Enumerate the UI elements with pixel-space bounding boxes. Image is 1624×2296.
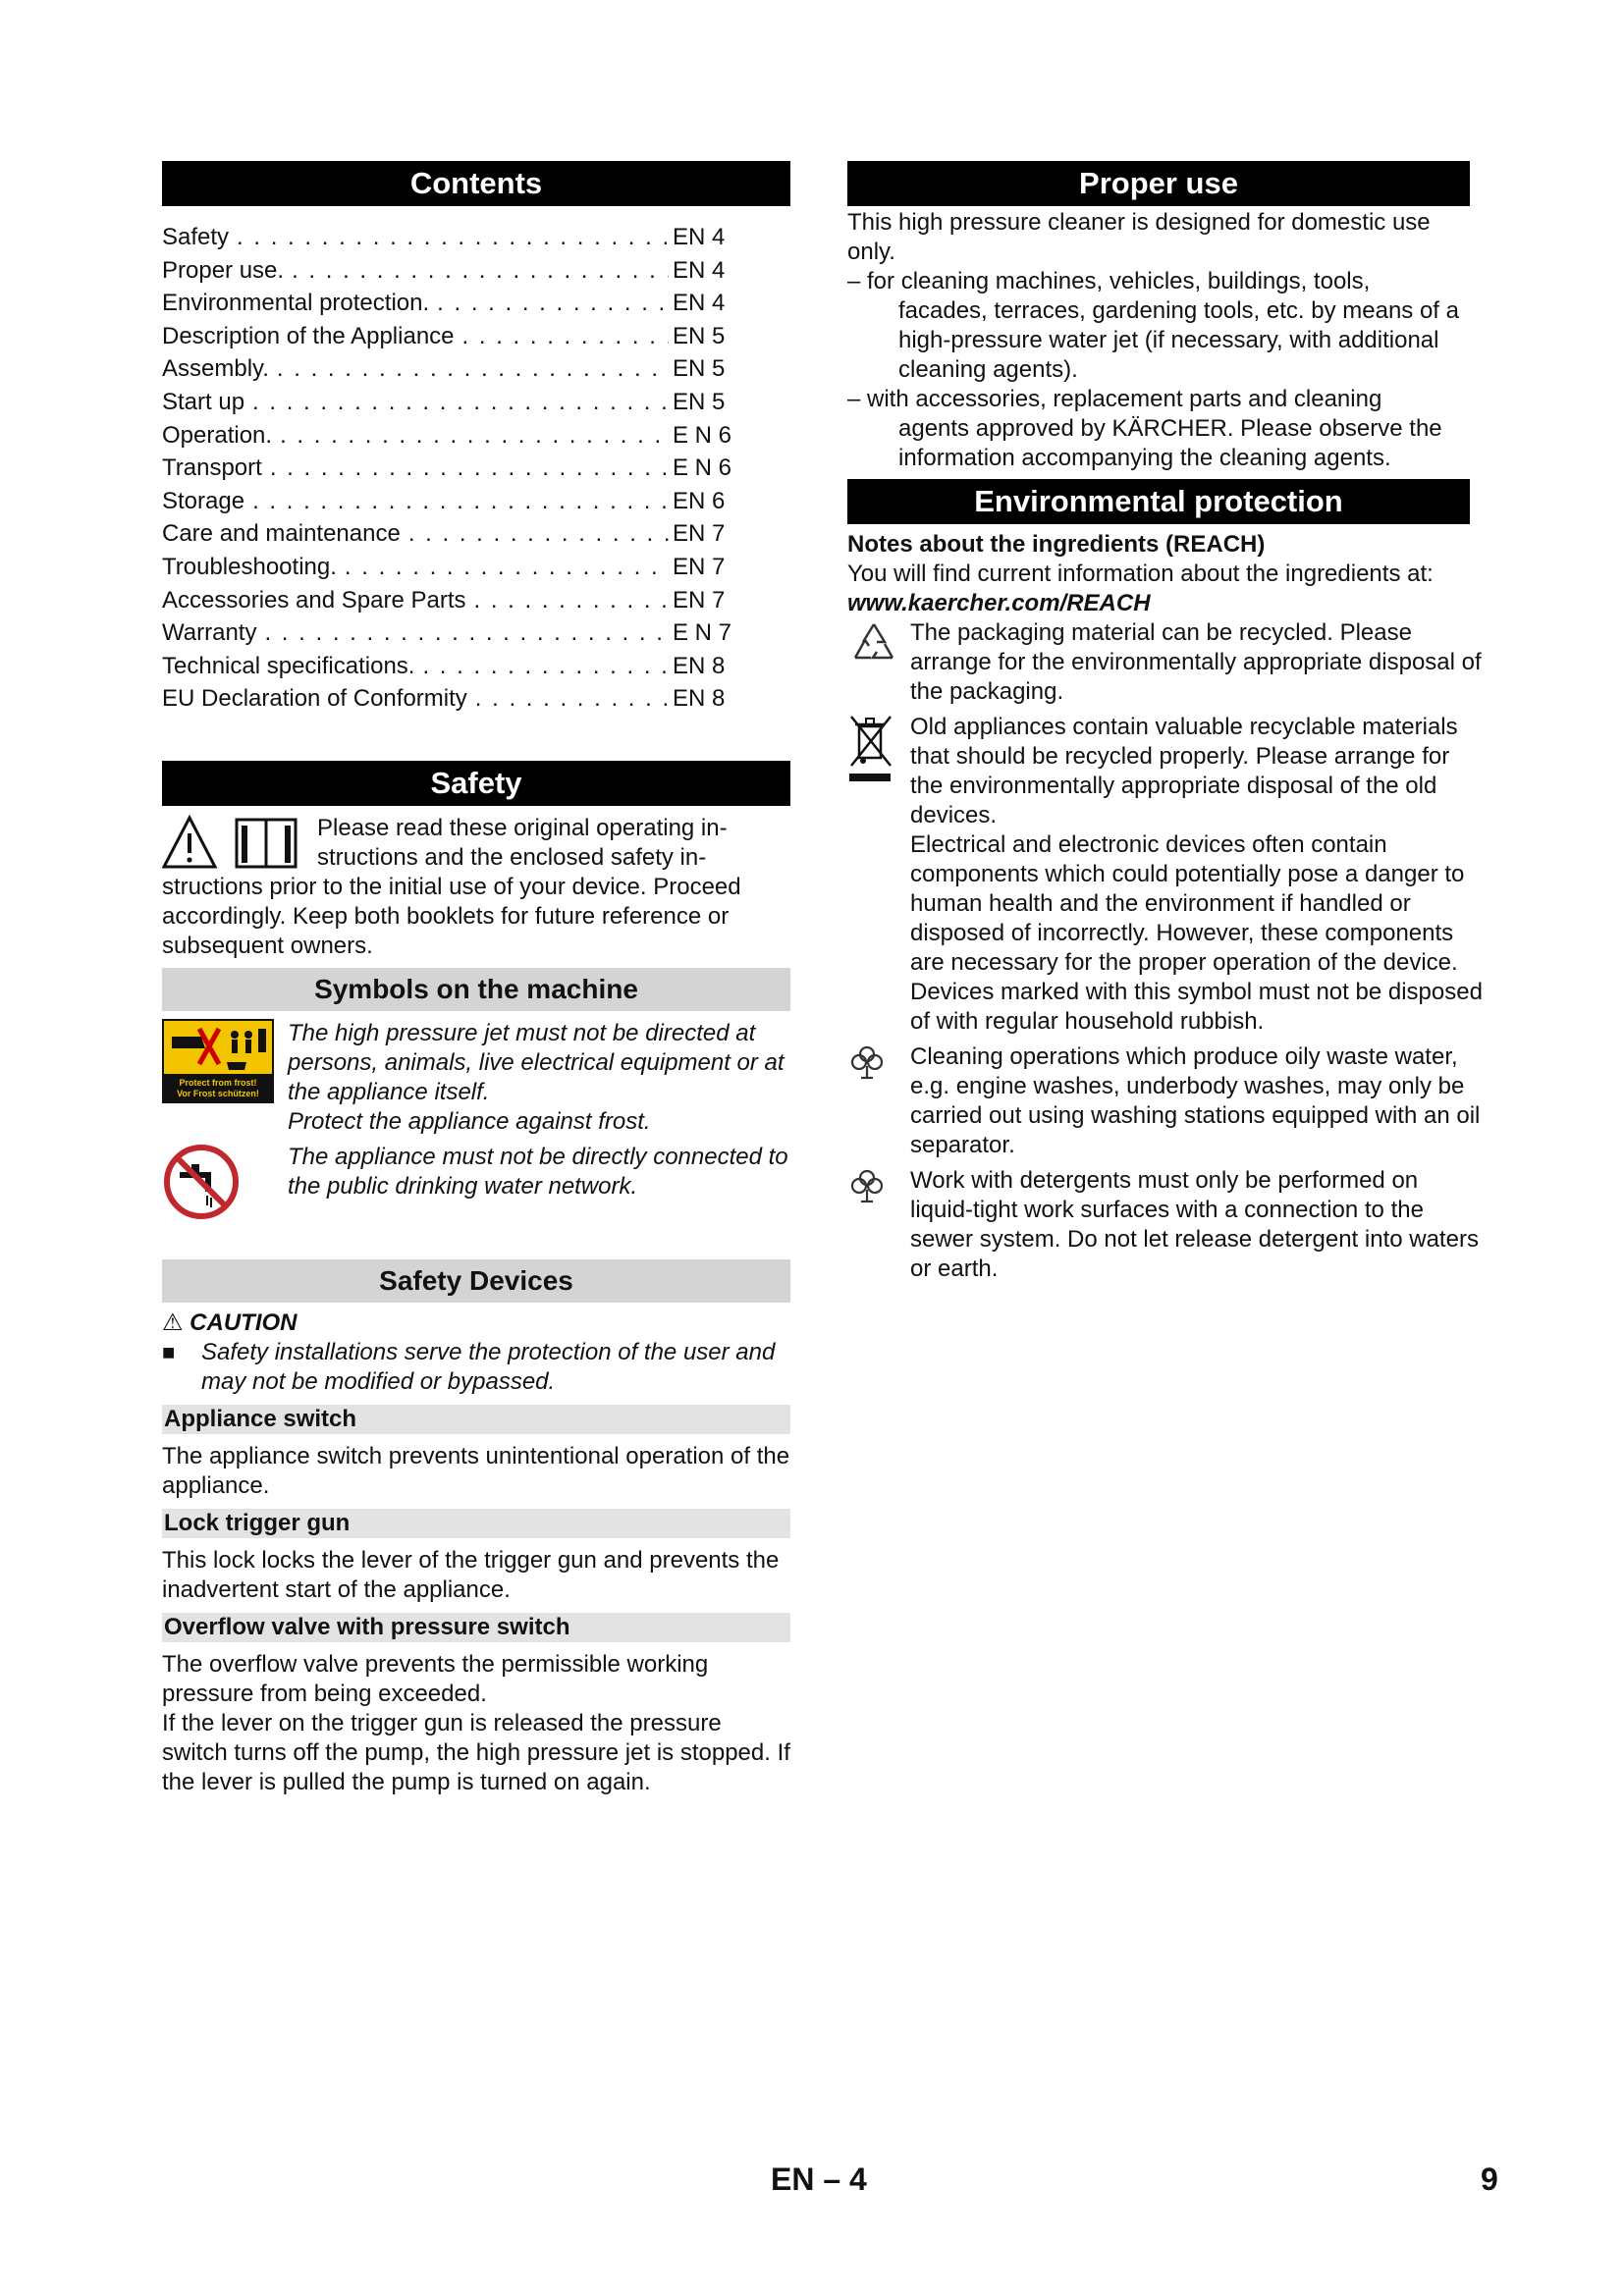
toc-leader-dots [422,650,669,683]
recycle-note [847,618,1484,707]
toc-entry-label: Description of the Appliance [162,322,455,349]
caution-text: Safety installations serve the protection of the user and may not be modified or bypassed. [201,1338,776,1395]
proper-use-item2-first: – with accessories, replacement parts and cleaning [847,386,1382,412]
reach-url: www.kaercher.com/REACH [847,590,1151,616]
toc-entry [162,616,731,650]
footer-page-number: 9 [1481,2162,1498,2197]
toc-entry [162,517,731,551]
overflow-valve-text1: The overflow valve prevents the permissible working pressure from being exceeded. [162,1650,709,1707]
toc-entry-page: EN 7 [673,586,726,614]
sign-text-frost-de: Vor Frost schützen! [177,1088,259,1098]
symbol1-frost-text: Protect the appliance against frost. [288,1107,651,1135]
symbol2-text: The appliance must not be directly connected to the public drinking water network. [288,1143,788,1200]
toc-entry [162,287,731,320]
toc-entry [162,682,731,716]
toc-entry [162,650,731,683]
manual-book-icon [237,820,296,867]
environment-tree-icon [847,1042,887,1082]
caution-item [162,1338,790,1397]
detergent-text: Work with detergents must only be performed on liquid-tight work surfaces with a connection to the sewer system. Do not let release detergent into waters or earth. [910,1167,1479,1282]
symbol-row-2 [162,1143,790,1226]
toc-entry-page: EN 5 [673,322,726,349]
toc-entry-label: Operation. [162,421,273,449]
table-of-contents [162,221,790,716]
lock-trigger-text: This lock locks the lever of the trigger gun and prevents the inadvertent start of the appliance. [162,1546,780,1603]
weee-text1: Old appliances contain valuable recyclable materials that should be recycled properly. Please arrange for the environmentally appropriate disposal of the old devices. [910,714,1458,828]
toc-leader-dots [475,682,669,716]
toc-entry-label: Warranty [162,619,257,647]
toc-entry [162,221,731,254]
toc-leader-dots [408,517,669,551]
toc-entry [162,452,731,485]
proper-use-intro: This high pressure cleaner is designed for domestic use only. [847,209,1431,265]
toc-entry-label: Storage [162,487,245,514]
toc-entry-label: Assembly. [162,355,269,383]
high-pressure-warning-sign-icon [162,1019,274,1103]
weee-note [847,713,1484,1037]
environment-tree-icon [847,1166,887,1205]
no-drinking-water-connection-icon [162,1143,241,1221]
safety-intro [162,814,790,873]
toc-entry-label: Care and maintenance [162,520,401,548]
environmental-protection-heading: Environmental protection [847,479,1470,524]
overflow-valve-heading: Overflow valve with pressure switch [162,1613,790,1642]
symbol1-text: The high pressure jet must not be directed at persons, animals, live electrical equipment or at the appliance itself. [288,1019,785,1105]
safety-devices-heading: Safety Devices [162,1259,790,1303]
oil-note [847,1042,1484,1160]
toc-leader-dots [237,221,669,254]
left-column [162,161,790,1797]
proper-use-item1-rest: facades, terraces, gardening tools, etc. by means of a high-pressure water jet (if necessary, with additional cleaning agents). [898,297,1459,383]
toc-entry-page: EN 7 [673,520,726,548]
toc-entry-page: EN 6 [673,487,726,514]
footer-section-page: EN – 4 [771,2162,867,2197]
toc-entry [162,485,731,518]
toc-entry-page: EN 4 [673,224,726,250]
toc-entry-label: Start up [162,388,245,415]
appliance-switch-heading: Appliance switch [162,1405,790,1434]
toc-entry-page: EN 4 [673,290,726,317]
reach-heading: Notes about the ingredients (REACH) [847,531,1266,558]
proper-use-heading: Proper use [847,161,1470,206]
toc-leader-dots [345,551,669,584]
toc-leader-dots [462,320,669,353]
caution-label: ⚠ CAUTION [162,1308,298,1336]
toc-leader-dots [277,352,669,386]
warning-and-manual-icons [162,814,317,873]
toc-leader-dots [473,584,669,617]
toc-entry-label: Safety [162,224,230,250]
toc-entry-page: E N 7 [673,619,732,647]
toc-entry-label: Troubleshooting. [162,553,337,580]
toc-entry-page: E N 6 [673,454,732,482]
contents-heading: Contents [162,161,790,206]
weee-text2: Electrical and electronic devices often contain components which could potentially pose a danger to human health and the environment if handled or disposed of incorrectly. However, these components are necessary for the proper operation of the device. Devices marked with this symbol must not be disposed of with regular household rubbish. [910,831,1483,1035]
toc-entry-label: Proper use. [162,256,285,284]
toc-entry-page: EN 4 [673,256,726,284]
toc-entry-page: EN 5 [673,388,726,415]
appliance-switch-text: The appliance switch prevents unintentional operation of the appliance. [162,1442,790,1499]
toc-entry [162,352,731,386]
safety-heading: Safety [162,761,790,806]
toc-leader-dots [280,419,669,453]
safety-intro-rest: structions prior to the initial use of your device. Proceed accordingly. Keep both booklets for future reference or subsequent owners. [162,873,741,959]
toc-entry-page: EN 8 [673,652,726,679]
reach-text: You will find current information about the ingredients at: [847,561,1434,587]
proper-use-item2-rest: agents approved by KÄRCHER. Please observe the information accompanying the cleaning agents. [898,415,1442,471]
right-column [847,161,1484,1284]
recycling-icon [847,618,900,671]
sign-text-frost-en: Protect from frost! [179,1077,257,1088]
toc-leader-dots [264,616,669,650]
toc-entry-label: Technical specifications. [162,652,415,679]
overflow-valve-text2: If the lever on the trigger gun is released the pressure switch turns off the pump, the high pressure jet is stopped. If the lever is pulled the pump is turned on again. [162,1709,790,1795]
symbols-heading: Symbols on the machine [162,968,790,1011]
toc-entry-page: EN 7 [673,553,726,580]
toc-entry-label: Transport [162,454,262,482]
symbol-row-1 [162,1019,790,1137]
toc-entry-label: Accessories and Spare Parts [162,586,466,614]
toc-entry [162,551,731,584]
toc-entry [162,320,731,353]
toc-entry [162,584,731,617]
toc-leader-dots [292,254,669,288]
toc-entry-page: EN 5 [673,355,726,383]
toc-entry [162,386,731,419]
toc-entry-page: EN 8 [673,685,726,713]
toc-leader-dots [437,287,669,320]
toc-entry-page: E N 6 [673,421,732,449]
toc-entry-label: EU Declaration of Conformity [162,685,467,713]
square-bullet-icon: ■ [162,1339,176,1364]
toc-leader-dots [252,485,669,518]
proper-use-item1-first: – for cleaning machines, vehicles, buildings, tools, [847,268,1371,294]
toc-entry-label: Environmental protection. [162,290,430,317]
warning-triangle-icon [162,814,309,871]
toc-entry [162,254,731,288]
toc-leader-dots [252,386,669,419]
detergent-note [847,1166,1484,1284]
crossed-out-bin-icon [847,713,896,791]
toc-entry [162,419,731,453]
toc-leader-dots [270,452,669,485]
safety-intro-line2: structions and the enclosed safety in- [317,843,707,871]
lock-trigger-heading: Lock trigger gun [162,1509,790,1538]
recycle-text: The packaging material can be recycled. Please arrange for the environmentally appropriate disposal of the packaging. [910,619,1482,705]
safety-intro-line1: Please read these original operating in- [317,814,728,841]
oil-text: Cleaning operations which produce oily waste water, e.g. engine washes, underbody washes, may only be carried out using washing stations equipped with an oil separator. [910,1043,1481,1158]
